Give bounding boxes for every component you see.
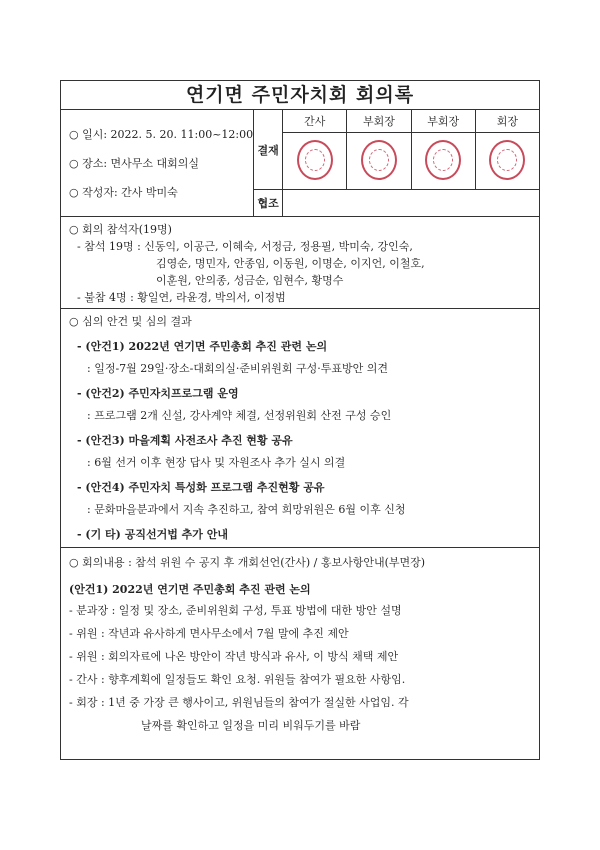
stamp-cell-vice-chair-2 [411,133,475,190]
minutes-document [60,80,540,760]
cooperation-cell [283,190,540,217]
agenda-item-title: - (안건2) 주민자치프로그램 운영 [77,387,239,400]
minutes-line: - 위원 : 회의자료에 나온 방안이 작년 방식과 유사, 이 방식 채택 제안 [69,650,399,663]
minutes-line: - 위원 : 작년과 유사하게 면사무소에서 7월 말에 추진 제안 [69,627,349,640]
seal-stamp-icon [361,140,397,180]
agenda-item-detail: : 6월 선거 이후 현장 답사 및 자원조사 추가 실시 의결 [87,456,346,469]
seal-stamp-icon [297,140,333,180]
agenda-item-title: - (안건3) 마을계획 사전조사 추진 현황 공유 [77,434,293,447]
attendees-present-line: 이훈원, 안의종, 성금순, 임현수, 황명수 [156,274,344,287]
agenda-item-detail: : 프로그램 2개 신설, 강사계약 체결, 선정위원회 산전 구성 승인 [87,409,392,422]
minutes-line: - 간사 : 향후계획에 일정들도 확인 요청. 위원들 참여가 필요한 사항임. [69,673,406,686]
meeting-info [61,110,254,217]
agenda-item-title: - (기 타) 공직선거법 추가 안내 [77,528,229,541]
meeting-date: ○ 일시: 2022. 5. 20. 11:00~12:00 [69,127,254,141]
agenda-header: ○ 심의 안건 및 심의 결과 [69,315,192,328]
attendees-present-line: - 참석 19명 : 신동익, 이공근, 이혜숙, 서정금, 정용필, 박미숙, 강인숙, [77,240,413,253]
minutes-section [60,548,540,760]
stamp-cell-vice-chair-1 [347,133,411,190]
minutes-section-title: (안건1) 2022년 연기면 주민총회 추진 관련 논의 [69,583,311,596]
agenda-item-detail: : 일정-7월 29일·장소-대회의실·준비위원회 구성·투표방안 의견 [87,362,389,375]
role-chair: 회장 [475,110,539,133]
agenda-item-detail: : 문화마을분과에서 지속 추진하고, 참여 희망위원은 6월 이후 신청 [87,503,406,516]
minutes-line-continuation: 날짜를 확인하고 일정을 미리 비워두기를 바람 [141,719,361,732]
meeting-place: ○ 장소: 면사무소 대회의실 [69,156,200,170]
minutes-header: ○ 회의내용 : 참석 위원 수 공지 후 개회선언(간사) / 홍보사항안내(부면장) [69,556,426,569]
agenda-item-title: - (안건1) 2022년 연기면 주민총회 추진 관련 논의 [77,340,328,353]
seal-stamp-icon [425,140,461,180]
stamp-cell-secretary [283,133,347,190]
minutes-line: - 회장 : 1년 중 가장 큰 행사이고, 위원님들의 참여가 절실한 사업임. 각 [69,696,409,709]
role-vice-chair-2: 부회장 [411,110,475,133]
approval-label: 결재 [254,110,283,190]
seal-stamp-icon [489,140,525,180]
attendees-section [60,217,540,309]
attendees-present-line: 김영순, 명민자, 안종임, 이동원, 이명순, 이지언, 이철호, [156,257,425,270]
role-secretary: 간사 [283,110,347,133]
header-table [60,109,540,217]
agenda-section [60,309,540,548]
meeting-writer: ○ 작성자: 간사 박미숙 [69,185,178,199]
role-vice-chair-1: 부회장 [347,110,411,133]
cooperation-label: 협조 [254,190,283,217]
stamp-cell-chair [475,133,539,190]
minutes-line: - 분과장 : 일정 및 장소, 준비위원회 구성, 투표 방법에 대한 방안 설명 [69,604,402,617]
agenda-item-title: - (안건4) 주민자치 특성화 프로그램 추진현황 공유 [77,481,325,494]
attendees-header: ○ 회의 참석자(19명) [69,223,172,236]
attendees-absent-line: - 불참 4명 : 황일연, 라윤경, 박의서, 이정범 [77,291,286,304]
document-title: 연기면 주민자치회 회의록 [60,80,540,109]
